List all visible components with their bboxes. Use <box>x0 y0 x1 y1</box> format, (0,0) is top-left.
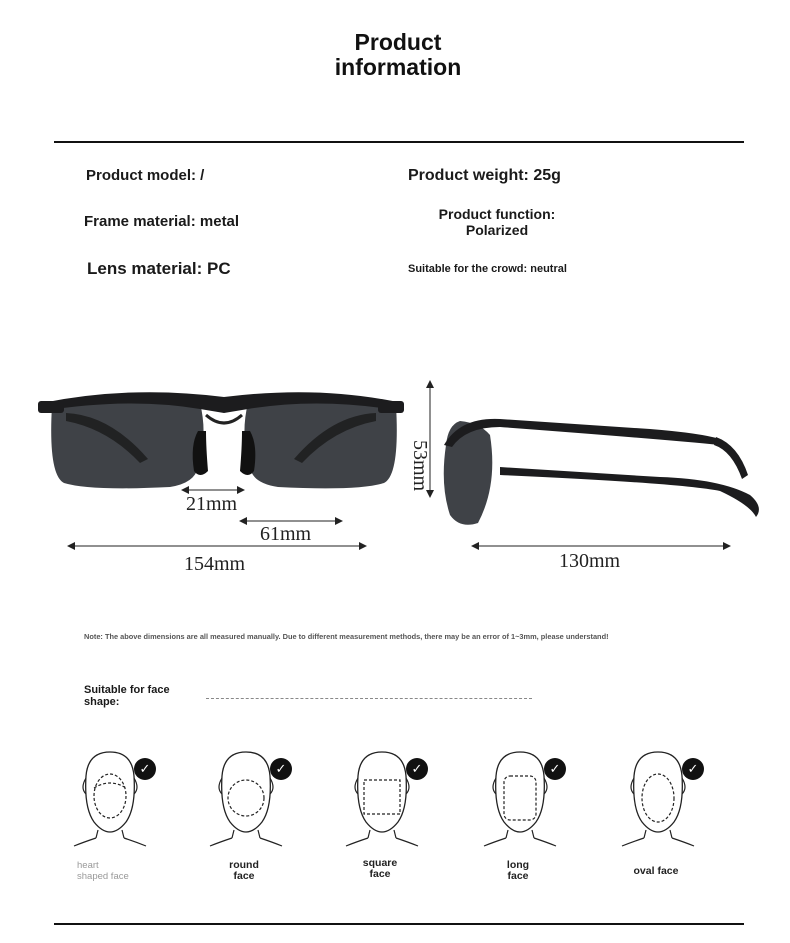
spec-crowd: Suitable for the crowd: neutral <box>408 263 567 275</box>
bottom-divider <box>54 923 744 925</box>
face-label-line-1: long <box>506 859 530 871</box>
lens-height-dimension: 53mm <box>409 439 432 492</box>
face-label-line-2: face <box>507 870 529 882</box>
temple-length-dimension: 130mm <box>559 550 621 572</box>
right-hinge <box>378 401 404 413</box>
check-glyph: ✓ <box>687 761 699 776</box>
spec-function-line-1: Product function: <box>438 206 556 222</box>
face-shape-divider <box>206 698 532 699</box>
bridge-dimension: 21mm <box>186 493 238 515</box>
face-label-line-1: square <box>362 857 398 869</box>
check-badge-icon <box>682 758 704 780</box>
spec-function-line-2: Polarized <box>465 222 529 238</box>
check-glyph: ✓ <box>549 761 561 776</box>
face-card <box>620 748 700 845</box>
face-label <box>608 866 704 877</box>
face-shape-title-line-2: shape: <box>84 696 120 708</box>
check-badge-icon <box>270 758 292 780</box>
face-label <box>470 860 566 882</box>
face-label <box>77 860 157 882</box>
side-temple <box>500 467 759 517</box>
spec-weight: Product weight: 25g <box>408 167 561 184</box>
face-card <box>482 748 562 845</box>
top-divider <box>54 141 744 143</box>
spec-lens: Lens material: PC <box>87 259 231 278</box>
face-shape-title-line-1: Suitable for face <box>84 684 170 696</box>
face-label-line-1: round <box>229 859 259 871</box>
check-badge-icon <box>406 758 428 780</box>
face-card <box>72 748 152 845</box>
page-title <box>0 30 790 80</box>
face-label <box>196 860 292 882</box>
title-line-1: Product <box>354 29 442 55</box>
face-label-line-2: face <box>233 870 255 882</box>
check-glyph: ✓ <box>139 761 151 776</box>
face-label-line-2: shaped face <box>77 871 129 882</box>
face-label-line-2: face <box>369 868 391 880</box>
face-shape-title <box>84 684 170 708</box>
face-label-line-1: heart <box>77 860 99 871</box>
measurement-note: Note: The above dimensions are all measured manually. Due to different measurement methods, there may be an error of 1~3mm, please understand! <box>84 632 609 641</box>
check-badge-icon <box>544 758 566 780</box>
spec-frame: Frame material: metal <box>84 213 240 230</box>
title-line-2: information <box>334 54 462 80</box>
face-card <box>344 748 424 845</box>
face-card <box>208 748 288 845</box>
sunglasses-side-view <box>420 375 770 565</box>
face-label-line-1: oval face <box>633 865 679 877</box>
check-badge-icon <box>134 758 156 780</box>
spec-model: Product model: / <box>86 167 205 184</box>
face-label <box>332 858 428 880</box>
lens-width-dimension: 61mm <box>260 523 312 545</box>
left-hinge <box>38 401 64 413</box>
total-width-dimension: 154mm <box>184 553 246 575</box>
check-glyph: ✓ <box>275 761 287 776</box>
spec-function <box>429 206 565 238</box>
check-glyph: ✓ <box>411 761 423 776</box>
